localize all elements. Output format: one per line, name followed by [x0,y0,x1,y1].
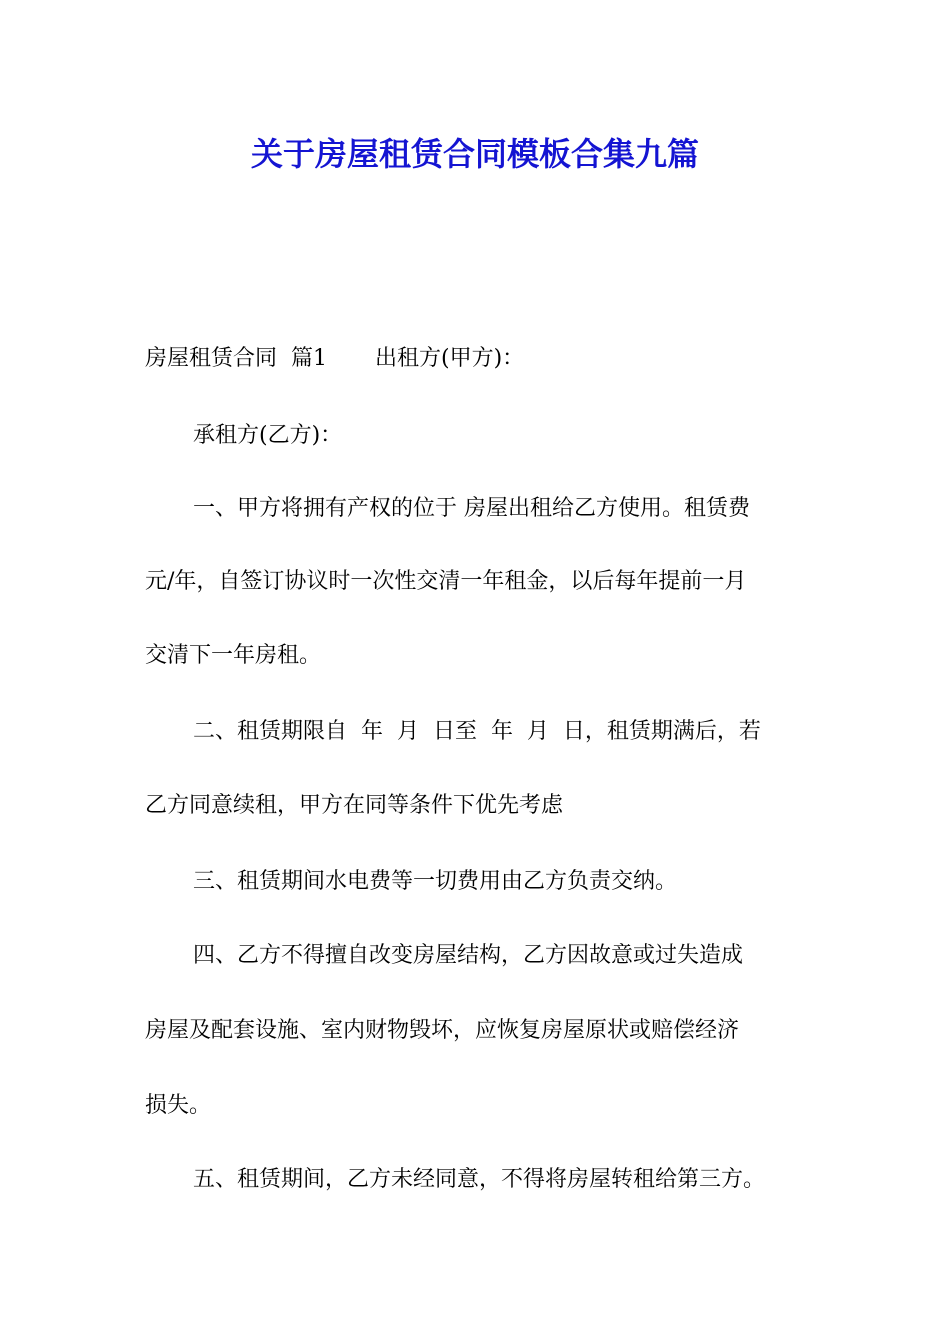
contract-header-line [145,343,524,375]
clause-4-line-1: 四、乙方不得擅自改变房屋结构，乙方因故意或过失造成 [193,943,744,968]
contract-label: 房屋租赁合同 篇1 [145,346,327,371]
clause-1-line-3: 交清下一年房租。 [145,643,322,668]
document-title: 关于房屋租赁合同模板合集九篇 [250,135,699,173]
lessor-label: 出租方(甲方)： [374,346,525,371]
clause-5-line-1: 五、租赁期间，乙方未经同意，不得将房屋转租给第三方。 [193,1167,766,1192]
clause-3-line-1: 三、租赁期间水电费等一切费用由乙方负责交纳。 [193,869,678,894]
clause-1-line-1: 一、甲方将拥有产权的位于 房屋出租给乙方使用。租赁费 [193,496,750,521]
clause-4-line-2: 房屋及配套设施、室内财物毁坏，应恢复房屋原状或赔偿经济 [145,1018,740,1043]
clause-4-line-3: 损失。 [145,1093,212,1118]
clause-1-line-2: 元/年，自签订协议时一次性交清一年租金，以后每年提前一月 [145,569,747,594]
clause-2-line-2: 乙方同意续租，甲方在同等条件下优先考虑 [145,793,564,818]
lessee-line: 承租方(乙方)： [193,423,343,448]
clause-2-line-1: 二、租赁期限自 年 月 日至 年 月 日，租赁期满后，若 [193,719,761,744]
